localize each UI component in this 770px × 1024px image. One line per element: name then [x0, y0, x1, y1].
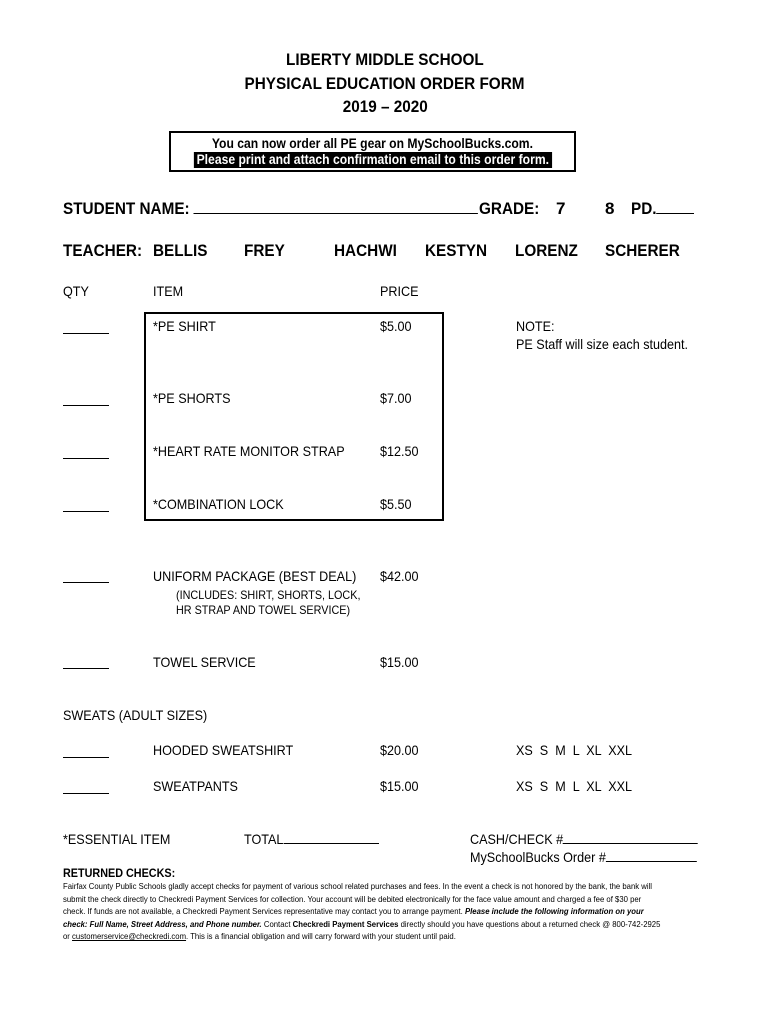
msb-order-row	[470, 849, 722, 865]
item-price: $15.00	[380, 778, 419, 794]
cash-check-row	[470, 831, 723, 847]
item-name: SWEATPANTS	[153, 778, 238, 794]
item-name: HOODED SWEATSHIRT	[153, 742, 294, 758]
price-column-header: PRICE	[380, 283, 419, 299]
msb-order-field[interactable]	[606, 861, 697, 862]
total-row	[244, 831, 394, 847]
notice-line-1: You can now order all PE gear on MySchoolBucks.com.	[211, 136, 534, 151]
qty-field-uniform-package[interactable]	[63, 582, 109, 583]
cash-check-field[interactable]	[563, 843, 698, 844]
item-price: $12.50	[380, 443, 419, 459]
item-price: $7.00	[380, 390, 412, 406]
qty-column-header: QTY	[63, 283, 89, 299]
qty-field-pe-shorts[interactable]	[63, 405, 109, 406]
package-includes-line-2: HR STRAP AND TOWEL SERVICE)	[176, 603, 351, 617]
item-name: UNIFORM PACKAGE (BEST DEAL)	[153, 568, 357, 584]
item-price: $15.00	[380, 654, 419, 670]
grade-label: GRADE:	[479, 199, 540, 218]
qty-field-pe-shirt[interactable]	[63, 333, 109, 334]
msb-order-label: MySchoolBucks Order #	[470, 849, 606, 865]
school-year: 2019 – 2020	[342, 97, 428, 116]
note-text: PE Staff will size each student.	[516, 336, 689, 352]
item-name: *PE SHIRT	[153, 318, 216, 334]
student-name-row	[63, 199, 524, 219]
item-name: *COMBINATION LOCK	[153, 496, 284, 512]
package-includes-line-1: (INCLUDES: SHIRT, SHORTS, LOCK,	[176, 588, 361, 602]
qty-field-hr-strap[interactable]	[63, 458, 109, 459]
period-field[interactable]	[657, 213, 695, 214]
order-online-notice	[169, 131, 576, 172]
returned-checks-text: Fairfax County Public Schools gladly accept checks for payment of various school related purchases and fees. In the event a check is not honored by the bank, the bank will submit the check directly to Checkredi Payment Services for collection. Your account will be debited electronically for the face value amount and charged a fee of $30 per check. If funds are not available, a Checkredi Payment Services representative may contact you to arrange payment. Please include the following information on your check: Full Name, Street Address, and Phone number. Contact Checkredi Payment Services directly should you have questions about a returned check @ 800-742-2925 or customerservice@checkredi.com. This is a financial obligation and will carry forward with your student until paid.	[63, 881, 661, 942]
grade-8-option[interactable]: 8	[605, 199, 615, 218]
total-label: TOTAL	[244, 831, 284, 847]
item-name: TOWEL SERVICE	[153, 654, 256, 670]
qty-field-towel-service[interactable]	[63, 668, 109, 669]
item-price: $42.00	[380, 568, 419, 584]
note-title: NOTE:	[516, 318, 555, 334]
item-name: *PE SHORTS	[153, 390, 231, 406]
returned-checks-heading: RETURNED CHECKS:	[63, 866, 176, 880]
size-options-sweatshirt[interactable]: XS S M L XL XXL	[516, 742, 633, 758]
qty-field-hooded-sweatshirt[interactable]	[63, 757, 109, 758]
item-price: $20.00	[380, 742, 419, 758]
total-field[interactable]	[283, 843, 378, 844]
teacher-option-scherer[interactable]: SCHERER	[605, 241, 680, 260]
qty-field-sweatpants[interactable]	[63, 793, 109, 794]
item-price: $5.50	[380, 496, 412, 512]
item-price: $5.00	[380, 318, 412, 334]
teacher-option-bellis[interactable]: BELLIS	[153, 241, 208, 260]
period-row	[631, 199, 701, 219]
grade-7-option[interactable]: 7	[556, 199, 566, 218]
size-options-sweatpants[interactable]: XS S M L XL XXL	[516, 778, 633, 794]
teacher-option-frey[interactable]: FREY	[244, 241, 285, 260]
checkredi-email-link[interactable]: customerservice@checkredi.com	[72, 931, 187, 942]
form-title: PHYSICAL EDUCATION ORDER FORM	[245, 74, 525, 93]
student-name-field[interactable]	[194, 213, 478, 214]
essential-item-legend: *ESSENTIAL ITEM	[63, 831, 171, 847]
teacher-option-kestyn[interactable]: KESTYN	[425, 241, 488, 260]
essential-items-box	[144, 312, 444, 521]
teacher-option-hachwi[interactable]: HACHWI	[334, 241, 397, 260]
qty-field-lock[interactable]	[63, 511, 109, 512]
school-name: LIBERTY MIDDLE SCHOOL	[286, 50, 484, 69]
student-name-label: STUDENT NAME:	[63, 199, 190, 218]
period-label: PD.	[631, 199, 657, 218]
notice-line-2: Please print and attach confirmation email to this order form.	[194, 152, 552, 168]
cash-check-label: CASH/CHECK #	[470, 831, 564, 847]
teacher-option-lorenz[interactable]: LORENZ	[515, 241, 578, 260]
teacher-label: TEACHER:	[63, 241, 143, 260]
sweats-heading: SWEATS (ADULT SIZES)	[63, 707, 208, 723]
item-column-header: ITEM	[153, 283, 184, 299]
item-name: *HEART RATE MONITOR STRAP	[153, 443, 345, 459]
